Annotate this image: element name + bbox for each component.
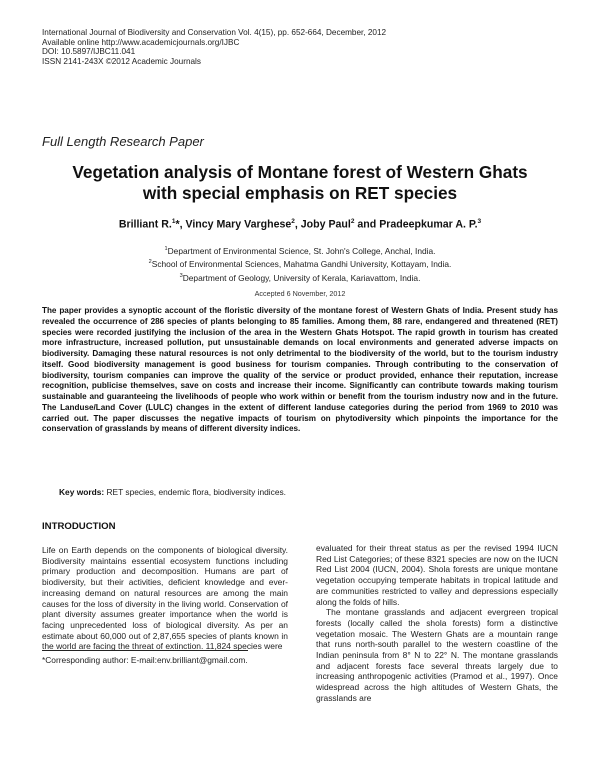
author-conjunction: and [357,218,377,231]
author-2-affil: 2 [291,218,295,225]
journal-citation: International Journal of Biodiversity and Conservation Vol. 4(15), pp. 652-664, December, 2012 [42,28,387,37]
corresponding-mark: * [175,218,180,231]
affiliation-2 [40,257,560,270]
author-4-affil: 3 [477,218,482,225]
journal-url: Available online http://www.academicjournals.org/IJBC [42,37,240,47]
accepted-date: Accepted 6 November, 2012 [254,289,346,298]
keywords [59,487,286,497]
author-4: Pradeepkumar A. P. [379,218,478,231]
affiliation-2-text: School of Environmental Sciences, Mahatma Gandhi University, Kottayam, India. [151,259,452,270]
journal-header [42,28,386,66]
affiliation-1-text: Department of Environmental Science, St. John's College, Anchal, India. [167,245,436,256]
corresponding-author-footnote: *Corresponding author: E-mail:env.brilliant@gmail.com. [42,655,248,665]
affiliations [40,244,560,284]
author-3: Joby Paul [300,218,351,231]
keywords-label: Key words: [59,487,105,497]
title-line-1: Vegetation analysis of Montane forest of Western Ghats [72,162,528,182]
keywords-text: RET species, endemic flora, biodiversity indices. [106,487,287,497]
title-line-2: with special emphasis on RET species [142,183,458,203]
abstract: The paper provides a synoptic account of the floristic diversity of the montane forest of Western Ghats of India. Present study has revealed the occurrence of 286 species of plants belonging to 85 families. Among them, 88 rare, endangered and threatened (RET) species were recorded justifying the inclusion of the area in the Western Ghats Hotspot. The rapid growth in tourism has created more infrastructure, increased pollution, put unsustainable demands on local environments and generated adverse impacts on biodiversity. Damaging these natural resources is not only detrimental to the biodiversity of the world, but to the tourism industry itself. Good biodiversity management is good business for tourism companies. Through contributing to the conservation of biodiversity, tourism companies can improve the quality of the service or product provided, enhance their reputation, increase recognition, publicise themselves, save on costs and increase their income. Significantly can contribute towards making tourism sustainable and guaranteeing the livelihoods of people who work within or benefit from the tourism industry now and in the future. The Landuse/Land Cover (LULC) changes in the extent of different landuse categories during the period from 1969 to 2010 was carried out. The paper discusses the negative impacts of tourism on phytodiversity which pinpoints the importance for the conservation of grasslands by means of different diversity indices. [42,306,558,434]
author-2: Vincy Mary Varghese [185,218,292,231]
author-1: Brilliant R. [118,218,172,231]
footnote-divider [42,650,248,651]
author-3-affil: 2 [350,218,355,225]
author-list: Brilliant R.$^1$*, Vincy Mary Varghese$^2$, Joby Paul$^2$ and Pradeepkumar A. P.$^3$ [118,218,482,231]
affiliation-1-number: 1 [164,246,168,252]
affiliation-3 [40,271,560,284]
paragraph: Life on Earth depends on the components of biological diversity. Biodiversity maintains essential ecosystem functions including primary production and decomposition. Humans are part of biodiversity, but their activities, deficient knowledge and ever-increasing demand on natural resources are among the main causes for the loss of diversity in the living world. Conservation of plant diversity assumes greater importance when the world is facing unprecedented loss of biological diversity. As per an estimate about 60,000 out of 2,87,655 species of plants known in the world are facing the threat of extinction. 11,824 species were [42,545,288,652]
affiliation-3-number: 3 [179,272,183,279]
paper-type-label: Full Length Research Paper [42,134,204,149]
affiliation-2-number: 2 [148,259,152,266]
doi: DOI: 10.5897/IJBC11.041 [42,47,136,57]
issn: ISSN 2141-243X ©2012 Academic Journals [42,56,201,66]
body-column-left [42,545,288,652]
affiliation-1 [40,244,560,257]
section-heading-introduction: INTRODUCTION [42,521,116,532]
paper-title [40,162,560,204]
paragraph: evaluated for their threat status as per the revised 1994 IUCN Red List Categories; of these 8321 species are now on the IUCN Red List 2004 (IUCN, 2004). Shola forests are unique montane vegetation occupying temperate habitats in tropical latitude and are communities restricted to valley and depressions especially along the folds of hills. [316,543,559,607]
paragraph: The montane grasslands and adjacent evergreen tropical forests (locally called the shola forests) form a distinctive vegetation mosaic. The Western Ghats are a mountain range that runs north-south parallel to the western coastline of the Indian peninsula from 8° N to 22° N. The montane grasslands and adjacent forests face several threats largely due to increasing anthropogenic activities (Pramod et al., 1997). Once widespread across the high altitudes of Western Ghats, the grasslands are [316,607,558,703]
affiliation-3-text: Department of Geology, University of Kerala, Kariavattom, India. [182,272,421,283]
author-1-affil: 1 [171,218,176,225]
body-column-right [316,543,558,704]
